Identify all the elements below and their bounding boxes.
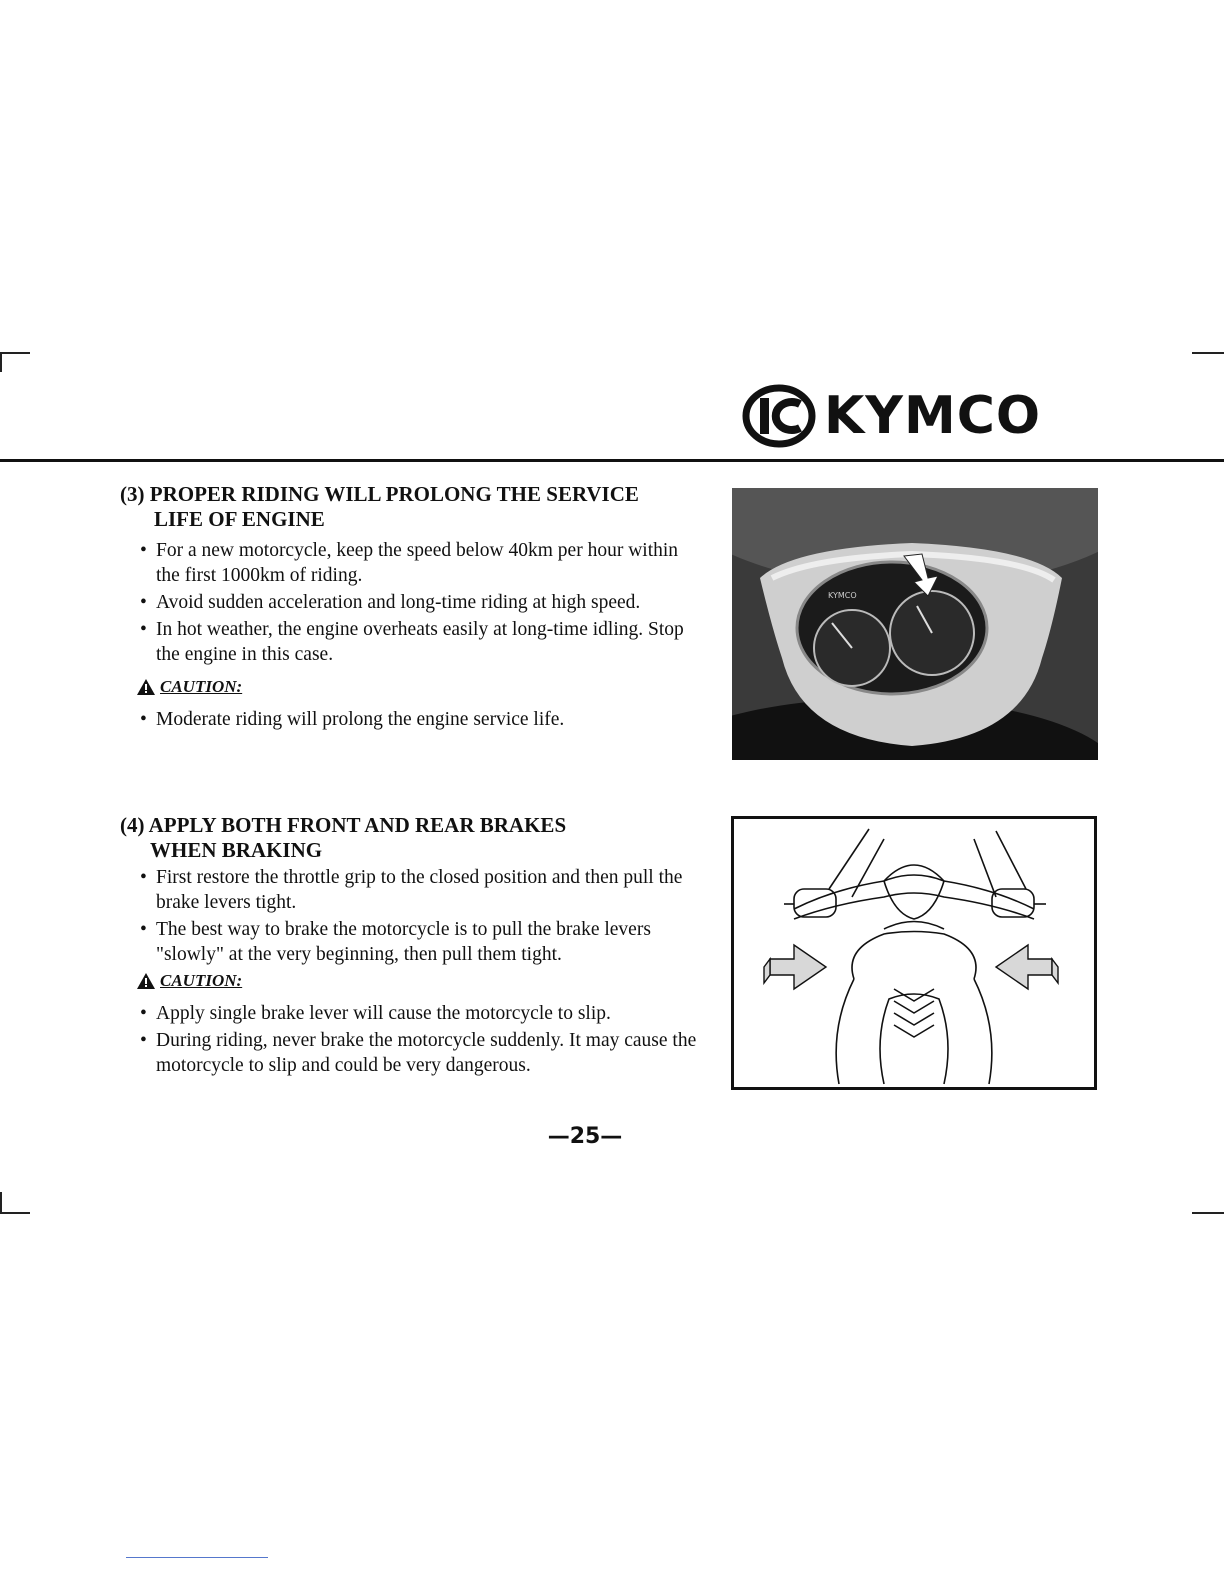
footer-line	[126, 1557, 268, 1558]
brake-levers-illustration	[731, 816, 1097, 1090]
section-heading-line2: WHEN BRAKING	[150, 838, 323, 862]
list-item: • First restore the throttle grip to the closed position and then pull the brake levers tight.	[120, 865, 700, 915]
caution-label	[136, 677, 700, 697]
caution-text: CAUTION:	[160, 677, 243, 696]
crop-mark-bottom-left-h	[0, 1212, 30, 1214]
crop-mark-top-left-v	[0, 352, 2, 372]
page-number: —25—	[547, 1124, 623, 1149]
kymco-logo	[742, 384, 1092, 448]
list-item: • Moderate riding will prolong the engine service life.	[120, 707, 700, 732]
bullet-list	[120, 538, 700, 667]
list-item: • During riding, never brake the motorcycle suddenly. It may cause the motorcycle to slip and could be very dangerous.	[120, 1028, 700, 1078]
list-item: • In hot weather, the engine overheats easily at long-time idling. Stop the engine in this case.	[120, 617, 700, 667]
bullet-list	[120, 865, 700, 967]
arrow-right-icon	[996, 945, 1058, 989]
list-item: • Avoid sudden acceleration and long-time riding at high speed.	[120, 590, 700, 615]
crop-mark-top-left-h	[0, 352, 30, 354]
caution-text: CAUTION:	[160, 971, 243, 990]
section-heading-line1: (3) PROPER RIDING WILL PROLONG THE SERVICE	[120, 482, 639, 506]
caution-label	[136, 971, 700, 991]
handlebar-drawing	[734, 819, 1094, 1087]
crop-mark-bottom-left-v	[0, 1192, 2, 1214]
list-item: • Apply single brake lever will cause the motorcycle to slip.	[120, 1001, 700, 1026]
section-proper-riding	[120, 482, 700, 734]
section-heading	[120, 482, 700, 532]
section-heading	[120, 813, 700, 863]
list-item: • The best way to brake the motorcycle is to pull the brake levers "slowly" at the very beginning, then pull them tight.	[120, 917, 700, 967]
dashboard-image	[732, 488, 1098, 760]
section-heading-line2: LIFE OF ENGINE	[154, 507, 325, 531]
header-rule	[0, 459, 1224, 462]
crop-mark-bottom-right	[1192, 1212, 1224, 1214]
crop-mark-top-right	[1192, 352, 1224, 354]
caution-list	[120, 1001, 700, 1078]
section-apply-brakes	[120, 813, 700, 1080]
caution-list	[120, 707, 700, 732]
warning-triangle-icon	[136, 972, 156, 990]
list-item: • For a new motorcycle, keep the speed below 40km per hour within the first 1000km of riding.	[120, 538, 700, 588]
section-heading-line1: (4) APPLY BOTH FRONT AND REAR BRAKES	[120, 813, 567, 837]
brand-name: KYMCO	[824, 386, 1042, 446]
speedometer-photo	[732, 488, 1098, 760]
dash-logo-text: KYMCO	[828, 591, 857, 600]
warning-triangle-icon	[136, 678, 156, 696]
arrow-left-icon	[764, 945, 826, 989]
kymco-emblem-icon	[742, 384, 816, 448]
